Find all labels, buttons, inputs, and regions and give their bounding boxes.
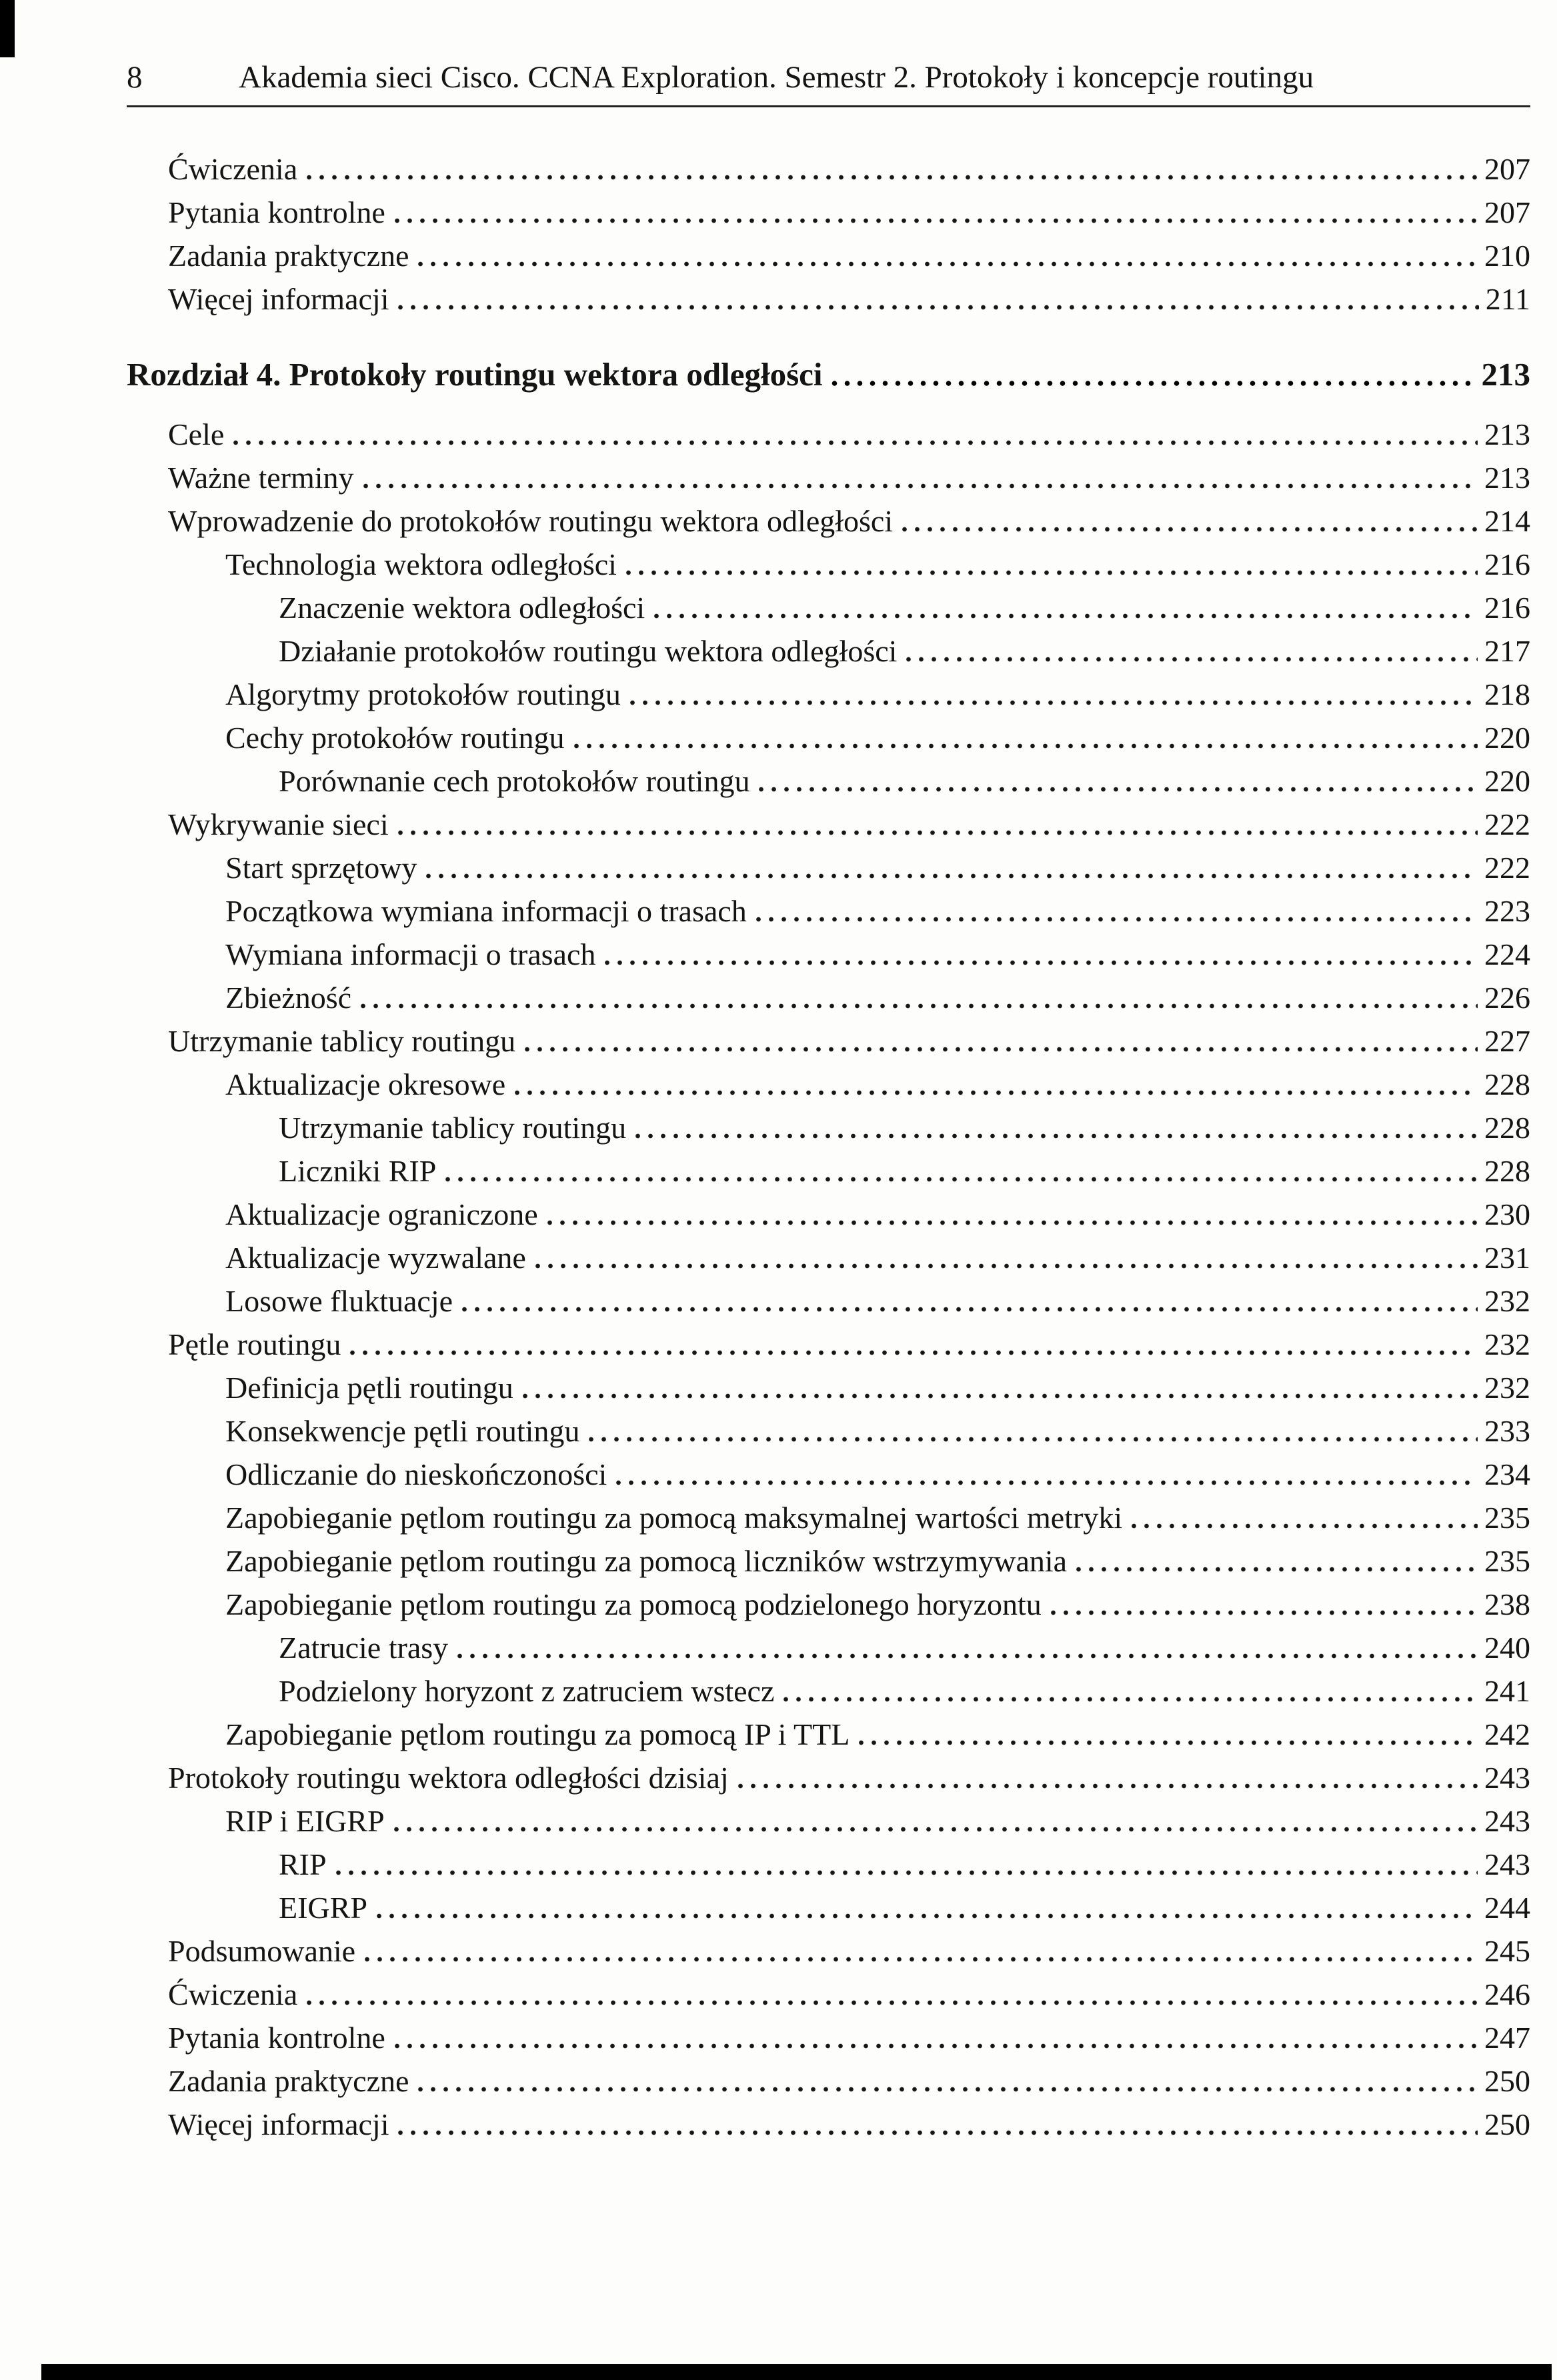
toc-dot-leader: [390, 1798, 1478, 1841]
toc-entry: [127, 715, 1530, 758]
toc-dot-leader: [531, 1235, 1478, 1278]
toc-entry-page: 228: [1484, 1067, 1530, 1101]
toc-entry: [127, 1278, 1530, 1321]
toc-dot-leader: [303, 146, 1478, 189]
toc-entry-page: 247: [1484, 2021, 1530, 2055]
toc-dot-leader: [394, 276, 1478, 319]
toc-entry-page: 231: [1484, 1241, 1530, 1275]
toc-entry-page: 211: [1485, 282, 1530, 316]
toc-entry: [127, 888, 1530, 931]
toc-dot-leader: [612, 1451, 1478, 1495]
header-rule: [127, 105, 1530, 107]
toc-entry-label: Losowe fluktuacje: [225, 1284, 453, 1318]
toc-dot-leader: [229, 411, 1478, 455]
toc-entry-page: 220: [1484, 721, 1530, 755]
toc-entry-page: 233: [1484, 1414, 1530, 1448]
toc-entry: [127, 1538, 1530, 1581]
toc-entry-page: 243: [1484, 1847, 1530, 1881]
toc-entry-page: 241: [1484, 1674, 1530, 1708]
toc-entry-page: 228: [1484, 1154, 1530, 1188]
toc-entry: [127, 1408, 1530, 1451]
toc-entry: [127, 845, 1530, 888]
toc-entry: [127, 233, 1530, 276]
toc-dot-leader: [898, 498, 1478, 541]
toc-dot-leader: [391, 2015, 1478, 2058]
toc-entry: [127, 1018, 1530, 1061]
toc-dot-leader: [622, 541, 1478, 585]
toc-dot-leader: [346, 1321, 1478, 1365]
toc-entry-page: 224: [1484, 937, 1530, 971]
toc-entry-label: Zadania praktyczne: [168, 239, 409, 273]
toc-entry-label: Zapobieganie pętlom routingu za pomocą podzielonego horyzontu: [225, 1587, 1042, 1621]
toc-entry: [127, 1451, 1530, 1495]
toc-entry-label: Podsumowanie: [168, 1934, 356, 1968]
toc-entry: [127, 498, 1530, 541]
toc-entry-page: 235: [1484, 1544, 1530, 1578]
toc-entry-label: Cechy protokołów routingu: [225, 721, 565, 755]
toc-entry: [127, 1495, 1530, 1538]
table-of-contents: [127, 146, 1530, 2145]
toc-entry-label: Ważne terminy: [168, 461, 354, 495]
toc-dot-leader: [332, 1841, 1478, 1885]
toc-entry-label: Pytania kontrolne: [168, 195, 385, 229]
toc-entry-label: RIP i EIGRP: [225, 1804, 385, 1838]
toc-entry-label: EIGRP: [279, 1891, 367, 1925]
toc-entry-label: Ćwiczenia: [168, 152, 298, 186]
toc-entry: [127, 1191, 1530, 1235]
toc-entry-page: 250: [1484, 2107, 1530, 2141]
toc-entry-label: Aktualizacje ograniczone: [225, 1197, 538, 1231]
toc-dot-leader: [631, 1105, 1478, 1148]
toc-entry-label: Wykrywanie sieci: [168, 807, 389, 841]
toc-dot-leader: [601, 931, 1478, 975]
toc-entry-page: 245: [1484, 1934, 1530, 1968]
toc-entry: [127, 1061, 1530, 1105]
toc-entry: [127, 975, 1530, 1018]
toc-dot-leader: [521, 1018, 1478, 1061]
toc-entry-page: 213: [1484, 417, 1530, 451]
toc-entry-label: Więcej informacji: [168, 282, 389, 316]
toc-entry-label: Algorytmy protokołów routingu: [225, 677, 621, 711]
toc-entry-page: 216: [1484, 547, 1530, 581]
scan-artifact-top-left: [0, 0, 15, 57]
toc-entry-page: 246: [1484, 1977, 1530, 2011]
toc-entry: [127, 455, 1530, 498]
toc-entry-page: 243: [1484, 1761, 1530, 1795]
toc-entry-page: 222: [1484, 851, 1530, 885]
toc-dot-leader: [414, 233, 1478, 276]
toc-entry: [127, 189, 1530, 233]
toc-entry-page: 218: [1484, 677, 1530, 711]
toc-dot-leader: [511, 1061, 1478, 1105]
toc-entry-label: Podzielony horyzont z zatruciem wstecz: [279, 1674, 775, 1708]
toc-entry: [127, 276, 1530, 319]
toc-entry-label: Wprowadzenie do protokołów routingu wektora odległości: [168, 504, 894, 538]
toc-entry-label: Porównanie cech protokołów routingu: [279, 764, 750, 798]
toc-entry-page: 242: [1484, 1717, 1530, 1751]
toc-entry: [127, 1581, 1530, 1625]
toc-entry: [127, 411, 1530, 455]
toc-dot-leader: [570, 715, 1478, 758]
toc-dot-leader: [414, 2058, 1478, 2101]
toc-entry: [127, 1841, 1530, 1885]
toc-dot-leader: [391, 189, 1478, 233]
toc-dot-leader: [780, 1668, 1478, 1711]
toc-entry-page: 244: [1484, 1891, 1530, 1925]
toc-entry-label: Utrzymanie tablicy routingu: [168, 1024, 516, 1058]
scan-artifact-bottom: [41, 2364, 1552, 2380]
running-title: Akademia sieci Cisco. CCNA Exploration. Semestr 2. Protokoły i koncepcje routingu: [239, 60, 1314, 95]
toc-entry-page: 250: [1484, 2064, 1530, 2098]
toc-entry-label: Aktualizacje okresowe: [225, 1067, 506, 1101]
toc-dot-leader: [519, 1365, 1478, 1408]
toc-entry: [127, 1711, 1530, 1755]
toc-entry-page: 232: [1484, 1284, 1530, 1318]
toc-entry-page: 207: [1484, 195, 1530, 229]
toc-dot-leader: [626, 671, 1478, 715]
toc-entry: [127, 354, 1530, 395]
toc-entry: [127, 1798, 1530, 1841]
toc-entry-label: Wymiana informacji o trasach: [225, 937, 596, 971]
toc-entry-label: Rozdział 4. Protokoły routingu wektora odległości: [127, 356, 823, 393]
toc-entry-label: RIP: [279, 1847, 327, 1881]
toc-entry: [127, 2101, 1530, 2145]
toc-dot-leader: [755, 758, 1478, 801]
toc-dot-leader: [543, 1191, 1478, 1235]
toc-entry-label: Pytania kontrolne: [168, 2021, 385, 2055]
toc-dot-leader: [752, 888, 1478, 931]
toc-dot-leader: [1128, 1495, 1478, 1538]
toc-dot-leader: [458, 1278, 1478, 1321]
toc-dot-leader: [453, 1625, 1478, 1668]
toc-dot-leader: [734, 1755, 1478, 1798]
header-page-number: 8: [127, 60, 143, 95]
toc-dot-leader: [1072, 1538, 1478, 1581]
toc-entry-label: Definicja pętli routingu: [225, 1371, 513, 1405]
toc-entry-page: 217: [1484, 634, 1530, 668]
toc-dot-leader: [373, 1885, 1478, 1928]
toc-entry-label: Aktualizacje wyzwalane: [225, 1241, 526, 1275]
toc-dot-leader: [394, 801, 1478, 845]
toc-entry-label: Liczniki RIP: [279, 1154, 437, 1188]
toc-entry-label: Znaczenie wektora odległości: [279, 591, 645, 625]
toc-dot-leader: [441, 1148, 1478, 1191]
toc-entry-label: Zbieżność: [225, 981, 352, 1015]
toc-entry: [127, 541, 1530, 585]
toc-entry: [127, 1885, 1530, 1928]
toc-dot-leader: [1047, 1581, 1478, 1625]
toc-entry-page: 226: [1484, 981, 1530, 1015]
toc-entry: [127, 1625, 1530, 1668]
toc-entry-page: 222: [1484, 807, 1530, 841]
toc-entry-label: Pętle routingu: [168, 1327, 341, 1361]
toc-entry: [127, 585, 1530, 628]
toc-entry-label: Start sprzętowy: [225, 851, 417, 885]
toc-entry: [127, 628, 1530, 671]
toc-entry-page: 227: [1484, 1024, 1530, 1058]
toc-entry-label: Cele: [168, 417, 225, 451]
toc-entry: [127, 1928, 1530, 1971]
toc-entry-page: 213: [1481, 356, 1530, 393]
toc-entry-label: Ćwiczenia: [168, 1977, 298, 2011]
toc-entry: [127, 801, 1530, 845]
toc-entry-label: Odliczanie do nieskończoności: [225, 1457, 607, 1491]
toc-entry: [127, 2058, 1530, 2101]
toc-entry: [127, 1148, 1530, 1191]
toc-entry: [127, 1321, 1530, 1365]
toc-dot-leader: [394, 2101, 1478, 2145]
toc-entry-label: Zapobieganie pętlom routingu za pomocą maksymalnej wartości metryki: [225, 1501, 1123, 1535]
toc-dot-leader: [303, 1971, 1478, 2015]
toc-entry-label: Protokoły routingu wektora odległości dzisiaj: [168, 1761, 729, 1795]
toc-dot-leader: [902, 628, 1478, 671]
toc-entry-label: Utrzymanie tablicy routingu: [279, 1111, 627, 1145]
toc-entry: [127, 1668, 1530, 1711]
toc-entry-page: 213: [1484, 461, 1530, 495]
toc-dot-leader: [828, 354, 1475, 395]
toc-entry-page: 207: [1484, 152, 1530, 186]
toc-entry: [127, 1971, 1530, 2015]
page-header: [127, 59, 1530, 96]
toc-entry-page: 220: [1484, 764, 1530, 798]
toc-dot-leader: [359, 455, 1478, 498]
toc-entry-page: 214: [1484, 504, 1530, 538]
toc-dot-leader: [585, 1408, 1478, 1451]
toc-entry-page: 232: [1484, 1327, 1530, 1361]
toc-dot-leader: [422, 845, 1478, 888]
toc-entry: [127, 931, 1530, 975]
toc-entry-page: 240: [1484, 1631, 1530, 1665]
toc-entry-label: Zatrucie trasy: [279, 1631, 449, 1665]
toc-entry: [127, 671, 1530, 715]
toc-entry-label: Zapobieganie pętlom routingu za pomocą liczników wstrzymywania: [225, 1544, 1068, 1578]
toc-entry: [127, 1105, 1530, 1148]
toc-dot-leader: [357, 975, 1478, 1018]
toc-entry-page: 228: [1484, 1111, 1530, 1145]
toc-dot-leader: [650, 585, 1478, 628]
toc-entry-page: 243: [1484, 1804, 1530, 1838]
toc-entry: [127, 2015, 1530, 2058]
toc-entry-label: Działanie protokołów routingu wektora odległości: [279, 634, 898, 668]
toc-entry-page: 238: [1484, 1587, 1530, 1621]
toc-dot-leader: [855, 1711, 1478, 1755]
toc-entry-page: 210: [1484, 239, 1530, 273]
toc-entry-page: 230: [1484, 1197, 1530, 1231]
toc-entry: [127, 1755, 1530, 1798]
toc-entry-page: 232: [1484, 1371, 1530, 1405]
toc-entry-label: Zadania praktyczne: [168, 2064, 409, 2098]
toc-entry-label: Zapobieganie pętlom routingu za pomocą IP i TTL: [225, 1717, 850, 1751]
toc-entry-page: 235: [1484, 1501, 1530, 1535]
toc-entry: [127, 758, 1530, 801]
toc-entry-label: Początkowa wymiana informacji o trasach: [225, 894, 747, 928]
toc-entry-label: Technologia wektora odległości: [225, 547, 617, 581]
toc-entry-label: Więcej informacji: [168, 2107, 389, 2141]
toc-entry-page: 234: [1484, 1457, 1530, 1491]
toc-entry-page: 216: [1484, 591, 1530, 625]
toc-entry: [127, 1365, 1530, 1408]
toc-entry: [127, 146, 1530, 189]
toc-entry-label: Konsekwencje pętli routingu: [225, 1414, 580, 1448]
toc-dot-leader: [361, 1928, 1478, 1971]
toc-entry: [127, 1235, 1530, 1278]
toc-entry-page: 223: [1484, 894, 1530, 928]
